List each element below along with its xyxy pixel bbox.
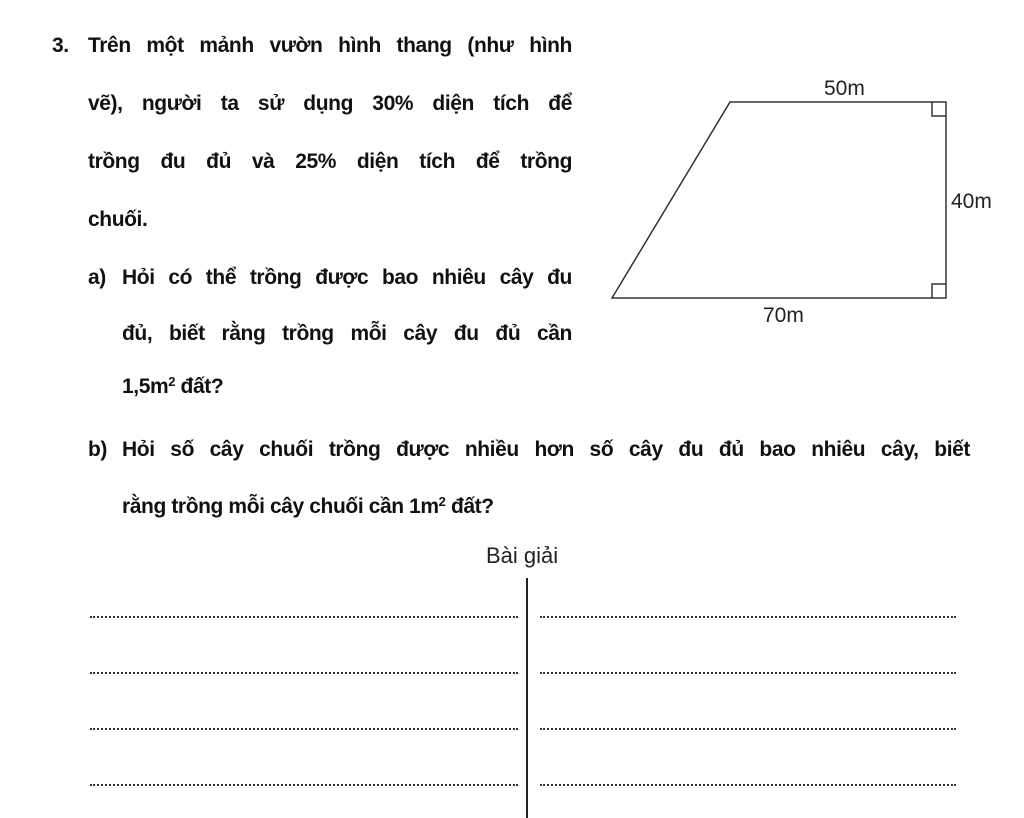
part-b-line-2: rằng trồng mỗi cây chuối cần $1m^2$ đất? <box>122 494 494 518</box>
answer-line-left[interactable] <box>90 616 518 618</box>
intro-line-2: vẽ), người ta sử dụng 30% diện tích để <box>88 92 572 115</box>
part-a-line-1: Hỏi có thể trồng được bao nhiêu cây đu <box>122 266 572 289</box>
part-b-label: b) <box>88 438 108 461</box>
answer-line-right[interactable] <box>540 784 956 786</box>
part-a-label: a) <box>88 266 106 289</box>
answer-line-left[interactable] <box>90 728 518 730</box>
right-side-label: 40m <box>951 190 992 213</box>
part-b-line-1: Hỏi số cây chuối trồng được nhiều hơn số cây đu đủ bao nhiêu cây, biết <box>122 438 970 461</box>
intro-line-1: Trên một mảnh vườn hình thang (như hình <box>88 34 572 57</box>
top-side-label: 50m <box>824 77 865 100</box>
intro-line-4: chuối. <box>88 208 148 231</box>
answer-line-right[interactable] <box>540 616 956 618</box>
solution-title: Bài giải <box>486 543 559 568</box>
part-a-line-3: $1,5m^2$ đất? <box>122 374 224 398</box>
superscript: 2 <box>168 374 176 389</box>
problem-number: 3. <box>52 34 69 57</box>
answer-line-right[interactable] <box>540 672 956 674</box>
answer-line-left[interactable] <box>90 784 518 786</box>
intro-line-3: trồng đu đủ và 25% diện tích để trồng <box>88 150 572 173</box>
column-divider <box>526 578 528 818</box>
bottom-side-label: 70m <box>763 304 804 327</box>
answer-line-left[interactable] <box>90 672 518 674</box>
superscript: 2 <box>438 494 446 509</box>
answer-line-right[interactable] <box>540 728 956 730</box>
part-a-line-2: đủ, biết rằng trồng mỗi cây đu đủ cần <box>122 322 572 345</box>
